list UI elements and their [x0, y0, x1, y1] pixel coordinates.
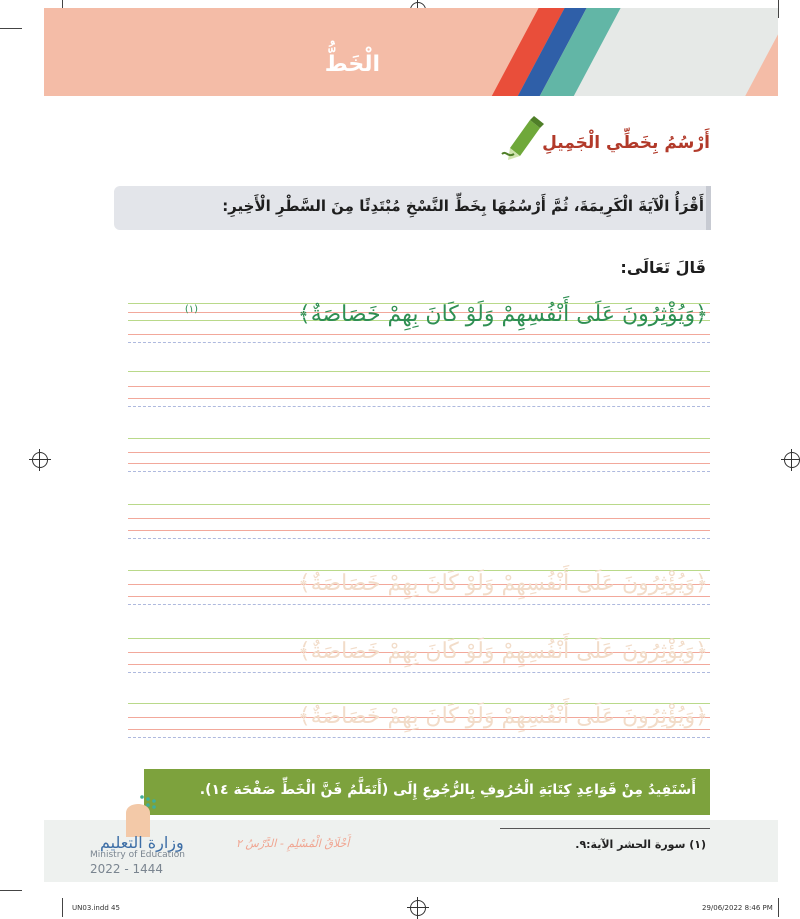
registration-mark-right [784, 452, 800, 468]
print-file-name: UN03.indd 45 [72, 904, 120, 912]
section-heading: أَرْسُمُ بِخَطِّي الْجَمِيلِ [542, 133, 710, 153]
crop-mark [62, 898, 63, 917]
registration-mark-bottom [410, 900, 426, 916]
chapter-title: الْخَطُّ [324, 52, 380, 77]
chapter-header [44, 8, 778, 96]
guide-line [128, 386, 710, 387]
guide-line [128, 463, 710, 464]
crop-mark [0, 890, 22, 891]
ministry-name-english: Ministry of Education [90, 850, 185, 860]
guide-line [128, 538, 710, 539]
guide-line [128, 406, 710, 407]
verse-intro: قَالَ تَعَالَى: [620, 258, 706, 277]
ministry-name-arabic: وزارة التعليم [100, 833, 184, 852]
guide-line [128, 398, 710, 399]
guide-line [128, 530, 710, 531]
ministry-logo-icon [118, 793, 158, 837]
guide-line [128, 438, 710, 439]
guide-line [128, 452, 710, 453]
registration-mark-left [32, 452, 48, 468]
guide-line [128, 664, 710, 665]
guide-line [128, 596, 710, 597]
instruction-text: أَقْرَأُ الْآيَةَ الْكَرِيمَةَ، ثُمَّ أَرْسُمُهَا بِخَطِّ النَّسْخِ مُبْتَدِئًا مِنَ السَّطْرِ الْأَخِيرِ: [222, 197, 704, 215]
guide-line [128, 604, 710, 605]
course-lesson-label: أَخْلَاقُ الْمُسْلِمِ - الدَّرْسُ ٢ [236, 837, 350, 850]
tracing-verse: ﴿وَيُؤْثِرُونَ عَلَى أَنْفُسِهِمْ وَلَوْ كَانَ بِهِمْ خَصَاصَةٌ﴾ [297, 704, 708, 729]
pen-writing-icon [500, 114, 544, 162]
guide-line [128, 737, 710, 738]
instruction-accent [706, 186, 711, 230]
guide-line [128, 729, 710, 730]
crop-mark [0, 28, 22, 29]
tracing-verse: ﴿وَيُؤْثِرُونَ عَلَى أَنْفُسِهِمْ وَلَوْ كَانَ بِهِمْ خَصَاصَةٌ﴾ [297, 639, 708, 664]
guide-line [128, 342, 710, 343]
guide-line [128, 504, 710, 505]
guide-line [128, 672, 710, 673]
guide-line [128, 518, 710, 519]
verse-text: ﴿وَيُؤْثِرُونَ عَلَى أَنْفُسِهِمْ وَلَوْ كَانَ بِهِمْ خَصَاصَةٌ﴾ [297, 302, 708, 327]
crop-mark [778, 0, 779, 18]
tip-text: أَسْتَفِيدُ مِنْ قَوَاعِدِ كِتَابَةِ الْحُرُوفِ بِالرُّجُوعِ إِلَى (أَتَعَلَّمُ فَنَّ الْخَطِّ صَفْحَة ١٤). [199, 782, 696, 798]
tracing-verse: ﴿وَيُؤْثِرُونَ عَلَى أَنْفُسِهِمْ وَلَوْ كَانَ بِهِمْ خَصَاصَةٌ﴾ [297, 571, 708, 596]
ministry-year: 2022 - 1444 [90, 862, 164, 876]
footnote: (١) سورة الحشر الآية:٩. [575, 838, 706, 851]
guide-line [128, 371, 710, 372]
print-date: 29/06/2022 8:46 PM [702, 904, 773, 912]
guide-line [128, 334, 710, 335]
crop-mark [778, 898, 779, 917]
guide-line [128, 471, 710, 472]
verse-reference-mark: (١) [184, 304, 198, 315]
footnote-rule [500, 828, 710, 829]
